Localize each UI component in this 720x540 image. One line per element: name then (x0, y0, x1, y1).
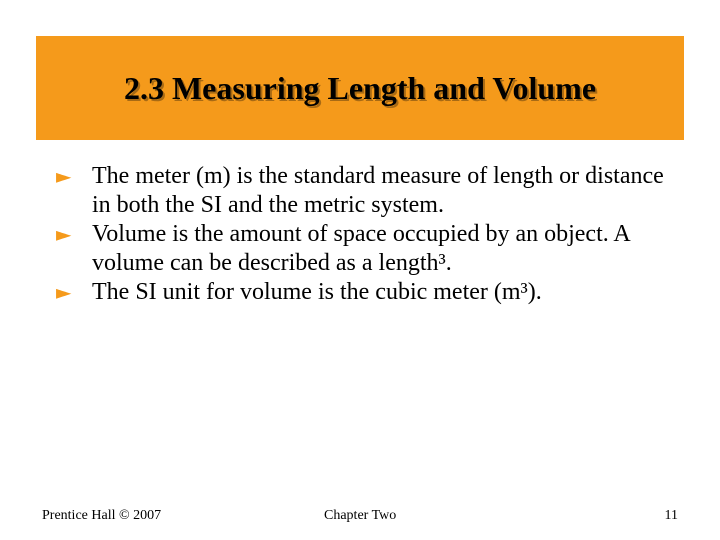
bullet-item (56, 162, 676, 220)
bullet-item (56, 220, 676, 278)
triangle-right-icon: ► (56, 280, 72, 304)
slide-title: 2.3 Measuring Length and Volume (123, 69, 597, 106)
footer-chapter: Chapter Two (324, 508, 397, 523)
bullet-item (56, 278, 676, 307)
triangle-right-icon: ► (56, 164, 72, 188)
triangle-right-icon: ► (56, 222, 72, 246)
bullet-list (56, 162, 676, 307)
title-bar (36, 36, 684, 140)
bullet-text: The meter (m) is the standard measure of length or distance in both the SI and the metric system. (92, 163, 664, 218)
bullet-text: The SI unit for volume is the cubic meter (m³). (92, 279, 542, 305)
footer-copyright: Prentice Hall © 2007 (42, 508, 162, 523)
bullet-text: Volume is the amount of space occupied by an object. A volume can be described as a length³. (92, 221, 630, 276)
page-number: 11 (664, 508, 678, 523)
